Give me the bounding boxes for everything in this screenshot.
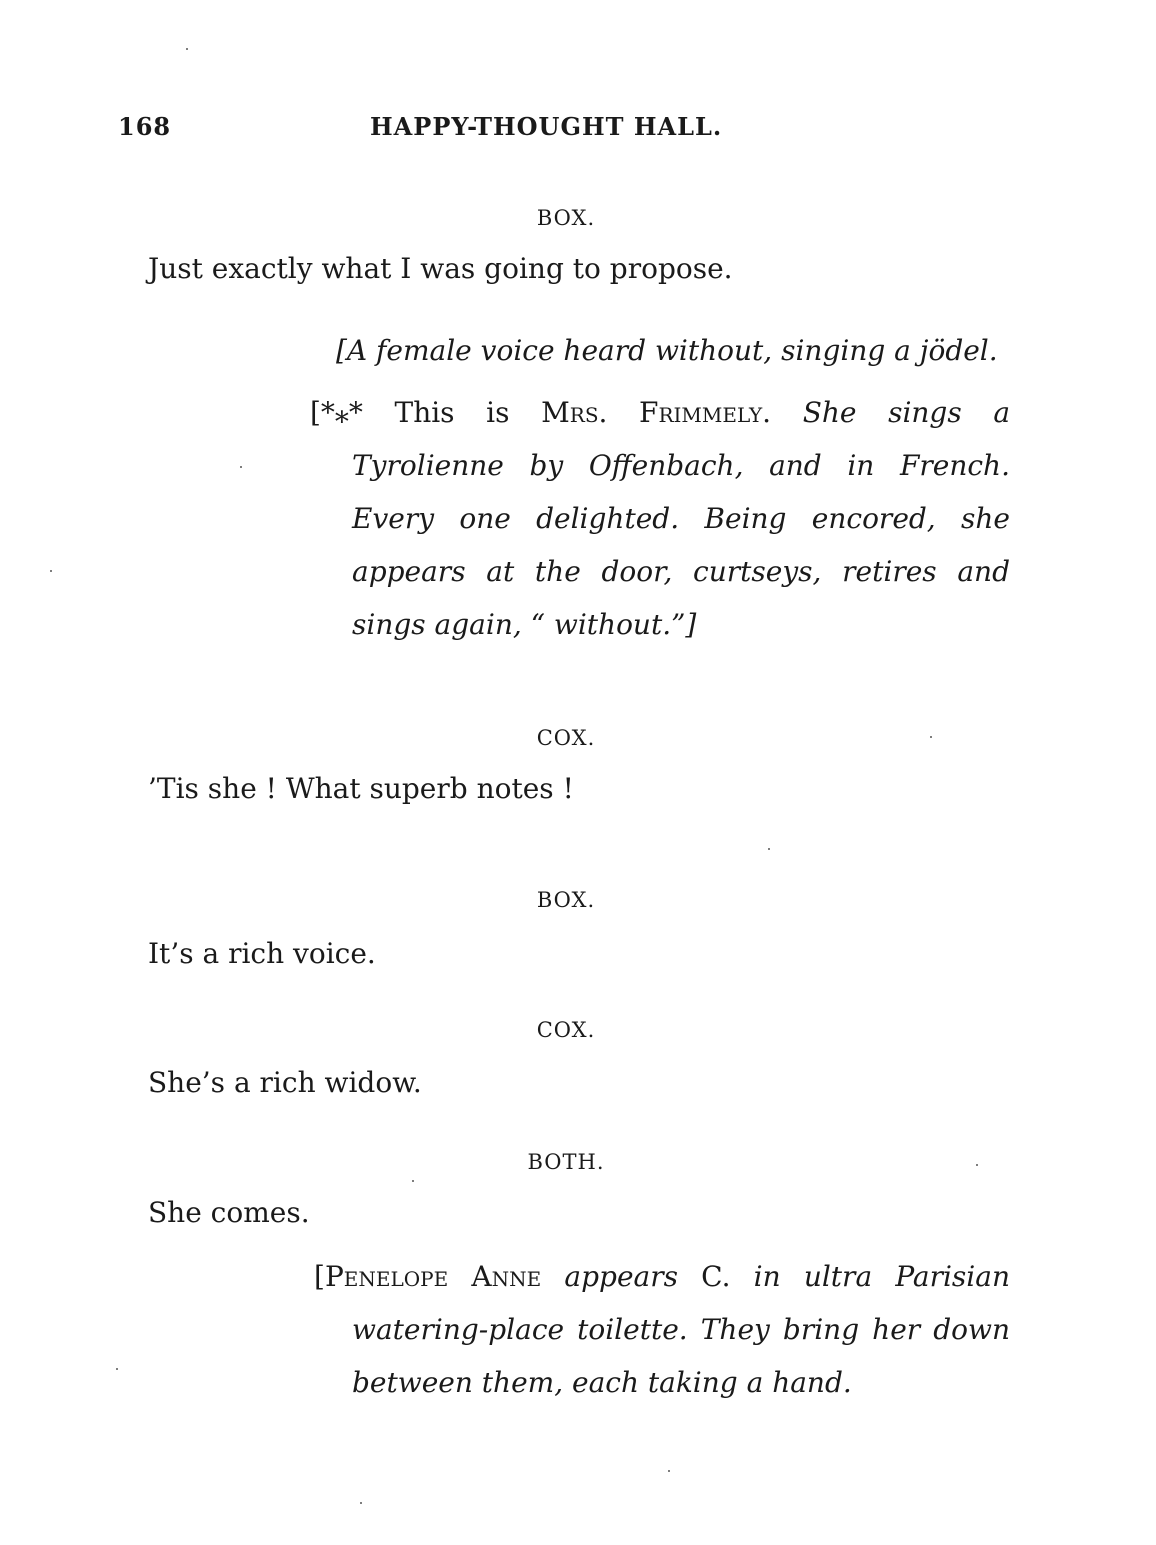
direction-bracket: [ xyxy=(314,1260,325,1293)
speaker-label: BOTH. xyxy=(527,1150,605,1174)
scan-speck xyxy=(768,848,770,850)
scan-speck xyxy=(930,736,932,738)
scan-speck xyxy=(668,1470,670,1472)
stage-direction xyxy=(336,324,1011,377)
direction-line: between them, each taking a hand. xyxy=(352,1366,852,1399)
scan-speck xyxy=(116,1368,118,1370)
speaker-label: COX. xyxy=(536,726,596,750)
direction-open: [*⁎* This is xyxy=(310,396,542,429)
scan-speck xyxy=(360,1502,362,1504)
stage-direction xyxy=(314,1250,1010,1409)
direction-line: sings again, “ without.”] xyxy=(352,608,697,641)
scan-speck xyxy=(186,48,188,50)
direction-line: Every one delighted. Being encored, she xyxy=(352,502,1010,535)
scan-speck xyxy=(976,1164,978,1166)
direction-text: in ultra Parisian xyxy=(730,1260,1010,1293)
scan-speck xyxy=(50,570,52,572)
direction-line: watering-place toilette. They bring her down xyxy=(352,1313,1010,1346)
dialogue-line: ’Tis she ! What superb notes ! xyxy=(148,772,574,805)
running-head xyxy=(118,112,758,152)
direction-text: She sings a xyxy=(802,396,1011,429)
direction-line: appears at the door, curtseys, retires and xyxy=(352,555,1010,588)
speaker-label: BOX. xyxy=(536,206,596,230)
scan-speck xyxy=(412,1180,414,1182)
direction-text: appears xyxy=(541,1260,702,1293)
speaker-label: COX. xyxy=(536,1018,596,1042)
dialogue-line: She comes. xyxy=(148,1196,310,1229)
page-number: 168 xyxy=(118,112,172,141)
character-name: Penelope Anne xyxy=(324,1260,542,1293)
dialogue-line: She’s a rich widow. xyxy=(148,1066,422,1099)
character-name: Mrs. Frimmely. xyxy=(541,396,772,429)
dialogue-line: It’s a rich voice. xyxy=(148,937,376,970)
dialogue-line: Just exactly what I was going to propose. xyxy=(148,252,733,285)
direction-line xyxy=(314,1250,1010,1303)
direction-line xyxy=(310,386,1010,439)
stage-direction xyxy=(310,386,1010,651)
direction-line: Tyrolienne by Offenbach, and in French. xyxy=(352,449,1010,482)
book-title: HAPPY-THOUGHT HALL. xyxy=(370,112,723,141)
stage-position: C. xyxy=(701,1260,731,1293)
scan-speck xyxy=(240,466,242,468)
speaker-label: BOX. xyxy=(536,888,596,912)
stage-direction-text: [A female voice heard without, singing a jödel. xyxy=(336,334,998,367)
